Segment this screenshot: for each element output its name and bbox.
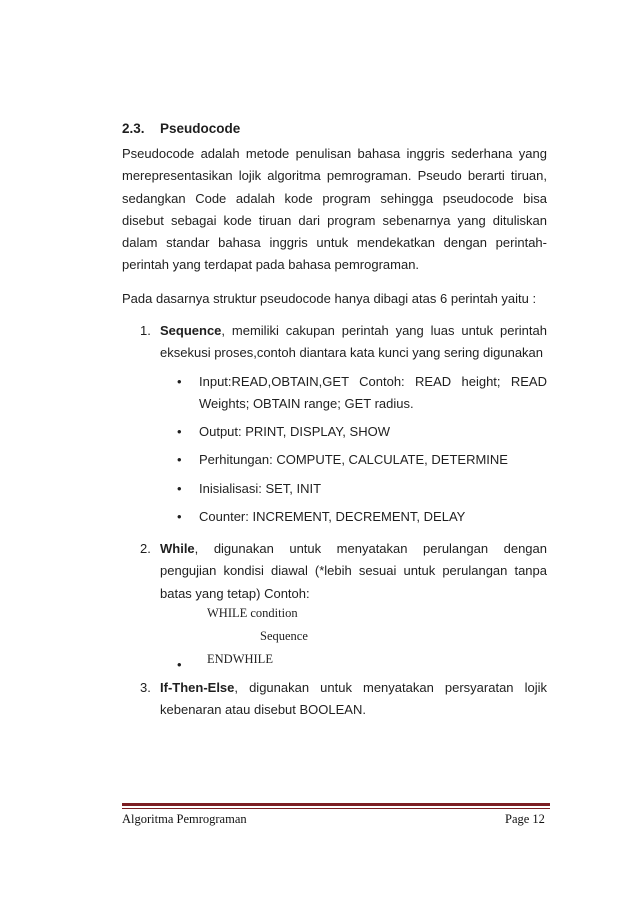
list-item-while: [122, 538, 547, 605]
numbered-list-while: [122, 538, 547, 605]
item-term: Sequence: [160, 323, 222, 338]
bullet-dot-icon: •: [177, 509, 182, 525]
sequence-bullet-list: [122, 371, 547, 529]
bullet-dot-icon: •: [177, 424, 182, 440]
bullet-item: • Counter: INCREMENT, DECREMENT, DELAY: [122, 506, 547, 528]
bullet-dot-icon: •: [177, 373, 182, 389]
footer-page-number: Page 12: [505, 812, 545, 826]
list-marker: 3.: [140, 680, 151, 695]
pseudocode-line-while: WHILE condition: [207, 606, 298, 620]
bullet-dot-icon: •: [177, 480, 182, 496]
item-term: If-Then-Else: [160, 680, 235, 695]
list-marker: 1.: [140, 323, 151, 338]
footer-rule-thin: [122, 808, 550, 809]
section-title: Pseudocode: [160, 121, 241, 136]
item-term: While: [160, 541, 195, 556]
section-heading: [122, 121, 240, 136]
bullet-dot-icon: •: [177, 452, 182, 468]
section-number: 2.3.: [122, 121, 145, 136]
numbered-list-sequence: [122, 320, 547, 528]
item-text: , digunakan untuk menyatakan persyaratan lojik kebenaran atau disebut BOOLEAN.: [160, 680, 547, 718]
bullet-dot-icon: •: [177, 657, 182, 672]
footer-rule-thick: [122, 803, 550, 806]
pseudocode-line-sequence: Sequence: [260, 629, 308, 643]
bullet-item: • Perhitungan: COMPUTE, CALCULATE, DETERMINE: [122, 449, 547, 471]
item-text: , digunakan untuk menyatakan perulangan dengan pengujian kondisi diawal (*lebih sesuai untuk perulangan tanpa batas yang tetap) Contoh:: [160, 541, 547, 601]
pseudocode-line-endwhile: ENDWHILE: [207, 652, 273, 666]
list-item-sequence: [122, 320, 547, 365]
bullet-item: • Input:READ,OBTAIN,GET Contoh: READ height; READ Weights; OBTAIN range; GET radius.: [122, 371, 547, 416]
list-marker: 2.: [140, 541, 151, 556]
numbered-list-ifthenelse: [122, 677, 547, 722]
structure-paragraph: Pada dasarnya struktur pseudocode hanya dibagi atas 6 perintah yaitu :: [122, 291, 537, 306]
list-item-if-then-else: [122, 677, 547, 722]
bullet-item: • Output: PRINT, DISPLAY, SHOW: [122, 421, 547, 443]
intro-paragraph: Pseudocode adalah metode penulisan bahasa inggris sederhana yang merepresentasikan lojik algoritma pemrograman. Pseudo berarti tiruan, sedangkan Code adalah kode program sehingga pseudocode bisa disebut sebagai kode tiruan dari program sebenarnya yang dituliskan dalam standar bahasa inggris untuk mendekatkan dengan perintah-perintah yang terdapat pada bahasa pemrograman.: [122, 146, 547, 273]
footer-title: Algoritma Pemrograman: [122, 812, 247, 826]
item-text: , memiliki cakupan perintah yang luas untuk perintah eksekusi proses,contoh diantara kata kunci yang sering digunakan: [160, 323, 547, 361]
bullet-item: • Inisialisasi: SET, INIT: [122, 478, 547, 500]
